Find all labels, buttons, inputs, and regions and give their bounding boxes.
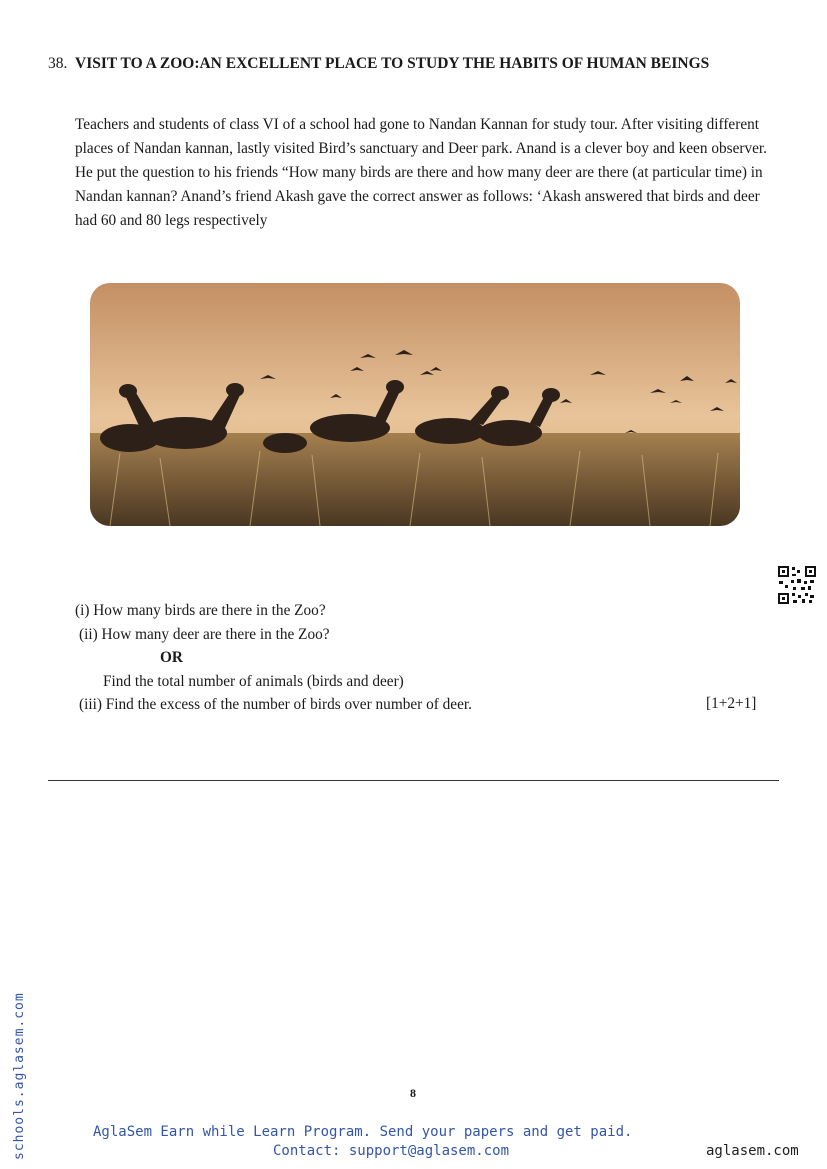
- question-title: VISIT TO A ZOO:AN EXCELLENT PLACE TO STUDY THE HABITS OF HUMAN BEINGS: [75, 55, 710, 72]
- question-number: 38.: [48, 55, 68, 72]
- or-label: OR: [160, 649, 183, 666]
- question-header: [48, 52, 748, 75]
- sub-question-ii: (ii) How many deer are there in the Zoo?: [79, 626, 330, 643]
- sub-question-iii: (iii) Find the excess of the number of birds over number of deer.: [79, 696, 472, 713]
- qr-code-icon: [777, 565, 817, 605]
- footer-program-text: AglaSem Earn while Learn Program. Send your papers and get paid.: [93, 1124, 633, 1140]
- photo-illustration: [90, 283, 740, 526]
- marks-label: [1+2+1]: [706, 695, 757, 712]
- page-number: 8: [410, 1086, 416, 1100]
- sub-question-i: (i) How many birds are there in the Zoo?: [75, 602, 326, 619]
- footer-contact: Contact: support@aglasem.com: [273, 1143, 510, 1159]
- deer-birds-photo: [90, 283, 740, 526]
- horizontal-divider: [48, 780, 779, 781]
- alternative-question: Find the total number of animals (birds and deer): [103, 673, 404, 690]
- footer-site-link[interactable]: aglasem.com: [706, 1143, 799, 1159]
- question-paragraph: Teachers and students of class VI of a school had gone to Nandan Kannan for study tour. After visiting different places of Nandan kannan, lastly visited Bird’s sanctuary and Deer park. Anand is a clever boy and keen observer. He put the question to his friends “How many birds are there and how many deer are there (at particular time) in Nandan kannan? Anand’s friend Akash gave the correct answer as follows: ‘Akash answered that birds and deer had 60 and 80 legs respectively: [75, 116, 767, 229]
- side-watermark: schools.aglasem.com: [12, 992, 27, 1160]
